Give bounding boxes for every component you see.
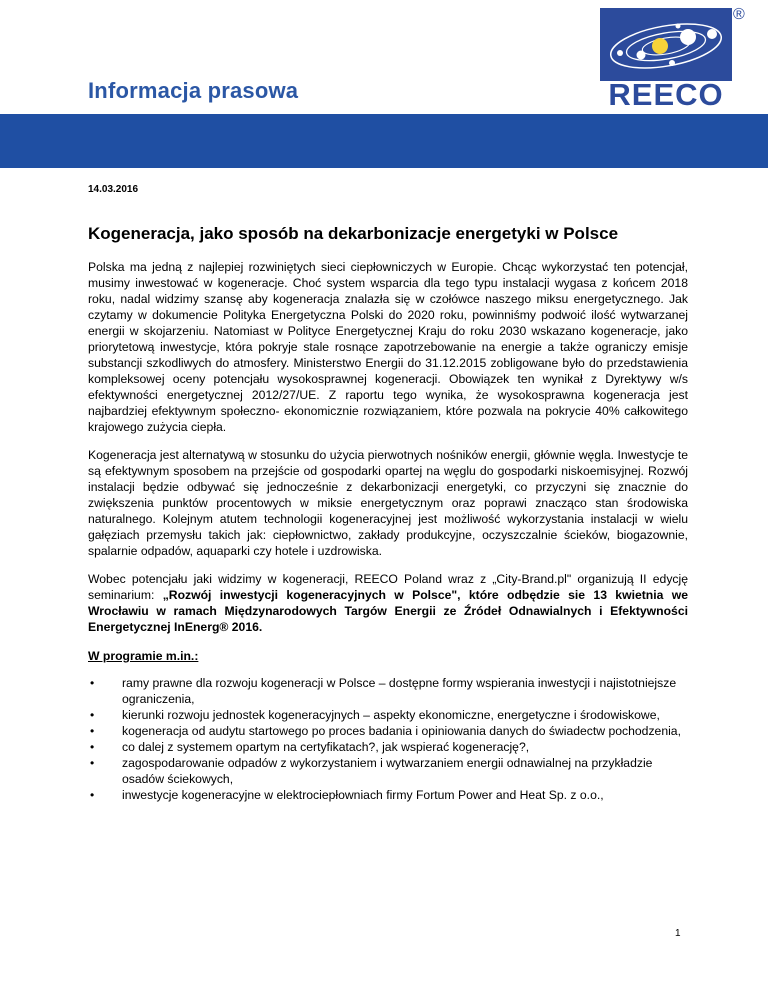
paragraph-3-text: Wobec potencjału jaki widzimy w kogeneracji, REECO Poland wraz z „City-Brand.pl" organizują II edycję seminarium: bbox=[88, 572, 688, 602]
program-heading: W programie m.in.: bbox=[88, 649, 199, 663]
list-item-text: co dalej z systemem opartym na certyfikatach?, jak wspierać kogenerację?, bbox=[122, 740, 530, 754]
paragraph-2: Kogeneracja jest alternatywą w stosunku do użycia pierwotnych nośników energii, głównie węgla. Inwestycje te są efektywnym sposobem na przejście od gospodarki opartej na węglu do gospodarki niskoemisyjnej. Rozwój instalacji będzie odbywać się jednocześnie z dekarbonizacji energetyki, co przyczyni się znacznie do zwiększenia punktów procentowych w miksie energetycznym oraz poprawi znacząco stan środowiska naturalnego. Kolejnym atutem technologii kogeneracyjnej jest możliwość wykorzystania instalacji w wielu gałęziach przemysłu takich jak: ciepłownictwo, zakłady produkcyjne, oczyszczalnie ścieków, biogazownie, spalarnie odpadów, aquaparki czy hotele i uzdrowiska. bbox=[88, 448, 688, 558]
paragraph-1: Polska ma jedną z najlepiej rozwiniętych sieci ciepłowniczych w Europie. Chcąc wykorzystać ten potencjał, musimy inwestować w kogeneracje. Choć system wsparcia dla tego typu instalacji wygasa z końcem 2018 roku, nadal widzimy szansę aby kogeneracja znalazła się w czołówce naszego miksu energetycznego. Jak czytamy w dokumencie Polityka Energetyczna Polski do 2020 roku, powinniśmy podwoić ilość wytwarzanej energii w skojarzeniu. Natomiast w Polityce Energetycznej Kraju do roku 2030 wskazano kogeneracje, jako priorytetową inwestycje, która pokryje stale rosnące zapotrzebowanie na energie a także ograniczy emisje substancji szkodliwych do atmosfery. Ministerstwo Energii do 31.12.2015 zobligowane było do przedstawienia kompleksowej oceny potencjału wysokosprawnej kogeneracji. Obowiązek ten wynikał z Dyrektywy w/s efektywności energetycznej 2012/27/UE. Z raportu tego wynika, że wysokosprawna kogeneracja jest najbardziej efektywnym społeczno- ekonomicznie rozwiązaniem, które pozwala na pokrycie 40% całkowitego krajowego zużycia ciepła. bbox=[88, 260, 688, 434]
list-item bbox=[88, 739, 688, 755]
bullet-icon: • bbox=[90, 676, 95, 690]
page-header-title: Informacja prasowa bbox=[88, 78, 299, 103]
list-item bbox=[88, 707, 688, 723]
bullet-icon: • bbox=[90, 724, 95, 738]
list-item bbox=[88, 675, 688, 707]
registered-mark: ® bbox=[733, 6, 745, 23]
list-item-text: inwestycje kogeneracyjne w elektrociepłowniach firmy Fortum Power and Heat Sp. z o.o., bbox=[122, 788, 604, 802]
article-title: Kogeneracja, jako sposób na dekarbonizacje energetyki w Polsce bbox=[88, 224, 619, 243]
solar-system-icon bbox=[600, 8, 732, 81]
page-number: 1 bbox=[675, 928, 681, 939]
header-band bbox=[0, 114, 768, 168]
reeco-logo bbox=[600, 8, 732, 110]
bullet-icon: • bbox=[90, 740, 95, 754]
paragraph-3 bbox=[88, 571, 688, 635]
program-list bbox=[88, 675, 688, 803]
bullet-icon: • bbox=[90, 708, 95, 722]
bullet-icon: • bbox=[90, 788, 95, 802]
list-item-text: zagospodarowanie odpadów z wykorzystaniem i wytwarzaniem energii odnawialnej na przykładzie osadów ściekowych, bbox=[122, 756, 653, 786]
list-item bbox=[88, 723, 688, 739]
list-item-text: kogeneracja od audytu startowego po proces badania i opiniowania danych do świadectw pochodzenia, bbox=[122, 724, 681, 738]
list-item-text: ramy prawne dla rozwoju kogeneracji w Polsce – dostępne formy wspierania inwestycji i najistotniejsze ograniczenia, bbox=[122, 676, 677, 706]
release-date: 14.03.2016 bbox=[88, 184, 139, 195]
list-item bbox=[88, 755, 688, 787]
logo-wordmark: REECO bbox=[608, 77, 724, 112]
bullet-icon: • bbox=[90, 756, 95, 770]
list-item-text: kierunki rozwoju jednostek kogeneracyjnych – aspekty ekonomiczne, energetyczne i środowiskowe, bbox=[122, 708, 660, 722]
list-item bbox=[88, 787, 688, 803]
seminar-title: „Rozwój inwestycji kogeneracyjnych w Polsce", które odbędzie sie 13 kwietnia we Wrocławiu w ramach Międzynarodowych Targów Energii ze Źródeł Odnawialnych i Efektywności Energetycznej InEnerg® 2016. bbox=[88, 588, 688, 634]
logo-emblem bbox=[600, 8, 732, 81]
press-release-content bbox=[88, 176, 688, 803]
